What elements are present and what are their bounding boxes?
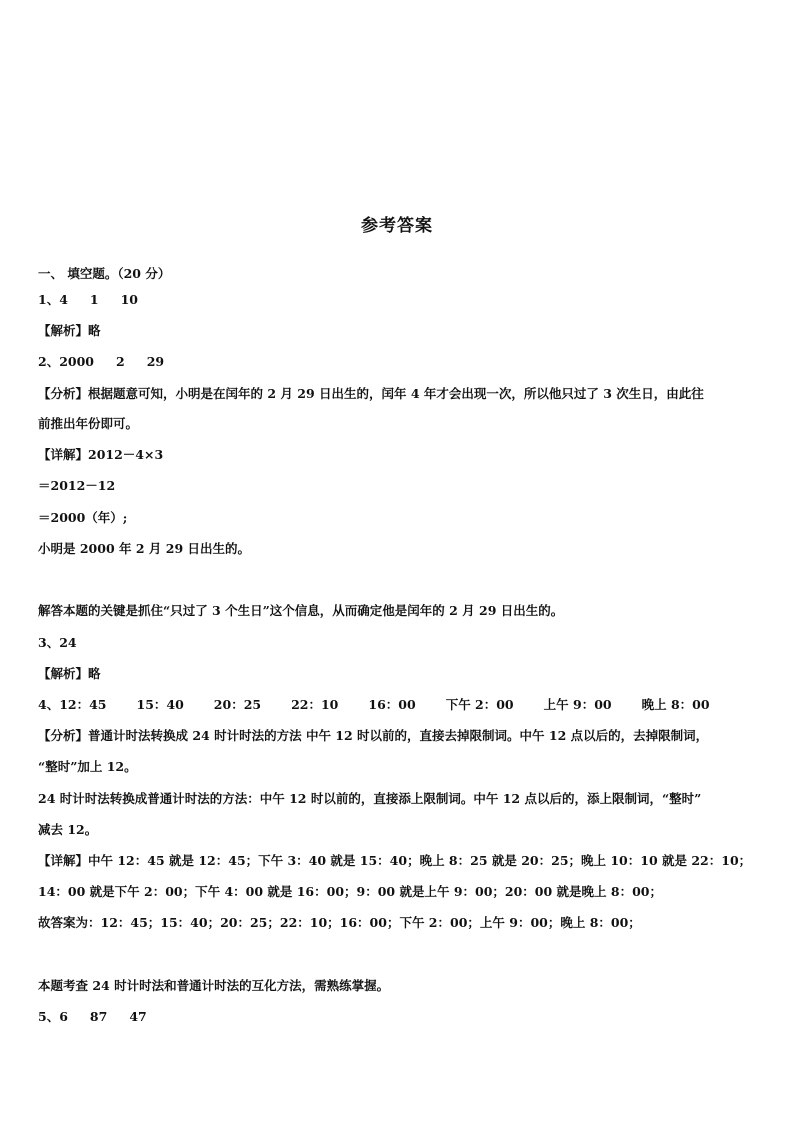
q2-xiangjie-line-4: 小明是 2000 年 2 月 29 日出生的。 xyxy=(38,541,250,556)
q3-jiexi: 【解析】略 xyxy=(38,666,101,681)
q1-answer-3: 10 xyxy=(120,292,139,307)
q1-answer-2: 1 xyxy=(89,292,99,307)
q4-xiangjie-line-3: 故答案为：12：45；15：40；20：25；22：10；16：00；下午 2：00；上午 9：00；晚上 8：00； xyxy=(38,915,641,930)
q5-answer-2: 87 xyxy=(89,1009,108,1024)
q5-answer-line xyxy=(38,1009,147,1025)
q2-xiangjie-line-3: ＝2000（年）; xyxy=(38,510,128,525)
q4-answer-line xyxy=(38,697,710,713)
q5-answer-3: 47 xyxy=(129,1009,147,1024)
q2-xiangjie-line-1: 【详解】2012－4×3 xyxy=(38,447,164,462)
q2-label: 2、2000 xyxy=(38,354,94,369)
q1-label: 1、4 xyxy=(38,292,68,307)
q2-xiangjie-line-2: ＝2012－12 xyxy=(38,478,116,493)
q4-answer-8: 晚上 8：00 xyxy=(641,697,710,712)
q2-answer-2: 2 xyxy=(116,354,125,369)
q4-xiangjie-line-2: 14：00 就是下午 2：00；下午 4：00 就是 16：00；9：00 就是上午 9：00；20：00 就是晚上 8：00； xyxy=(38,884,663,899)
q4-fenxi-line-3: 24 时计时法转换成普通计时法的方法：中午 12 时以前的，直接添上限制词。中午 12 点以后的，添上限制词，“整时” xyxy=(38,791,702,806)
q2-fenxi-line-2: 前推出年份即可。 xyxy=(38,416,139,431)
page-title: 参考答案 xyxy=(361,216,433,236)
q2-answer-3: 29 xyxy=(146,354,165,369)
q1-answer-line xyxy=(38,292,138,308)
q1-jiexi: 【解析】略 xyxy=(38,323,101,338)
q4-label: 4、12：45 xyxy=(38,697,107,712)
q3-answer-line: 3、24 xyxy=(38,635,77,650)
q4-fenxi-line-4: 减去 12。 xyxy=(38,822,98,837)
q4-answer-5: 16：00 xyxy=(368,697,416,712)
section-heading: 一、 填空题。（20 分） xyxy=(38,266,171,281)
q4-answer-7: 上午 9：00 xyxy=(543,697,612,712)
q2-answer-line xyxy=(38,354,164,370)
q2-note: 解答本题的关键是抓住“只过了 3 个生日”这个信息，从而确定他是闰年的 2 月 29 日出生的。 xyxy=(38,603,564,618)
q4-fenxi-line-2: “整时”加上 12。 xyxy=(38,759,137,774)
q4-fenxi-line-1: 【分析】普通计时法转换成 24 时计时法的方法 中午 12 时以前的，直接去掉限制词。中午 12 点以后的，去掉限制词， xyxy=(38,728,709,743)
q5-label: 5、6 xyxy=(38,1009,68,1024)
q4-answer-6: 下午 2：00 xyxy=(445,697,514,712)
q2-fenxi-line-1: 【分析】根据题意可知，小明是在闰年的 2 月 29 日出生的，闰年 4 年才会出现一次，所以他只过了 3 次生日，由此往 xyxy=(38,386,704,401)
q4-answer-4: 22：10 xyxy=(291,697,339,712)
q4-xiangjie-line-1: 【详解】中午 12：45 就是 12：45；下午 3：40 就是 15：40；晚上 8：25 就是 20：25；晚上 10：10 就是 22：10； xyxy=(38,853,752,868)
q4-note: 本题考查 24 时计时法和普通计时法的互化方法，需熟练掌握。 xyxy=(38,978,390,993)
q4-answer-3: 20：25 xyxy=(213,697,262,712)
q4-answer-2: 15：40 xyxy=(136,697,184,712)
